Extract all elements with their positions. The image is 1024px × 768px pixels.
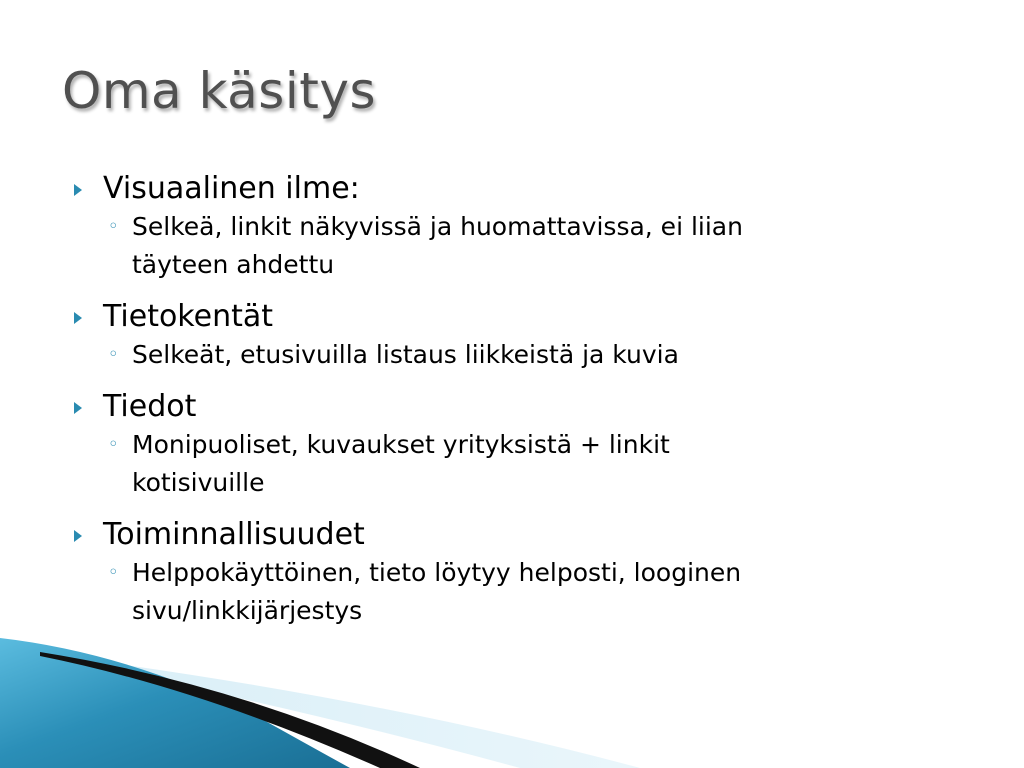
bullet-item <box>74 516 974 630</box>
bullet-label: Visuaalinen ilme: <box>103 171 360 206</box>
sub-bullet-text-line: Selkeät, etusivuilla listaus liikkeistä ja kuvia <box>132 340 679 369</box>
sub-bullet <box>108 336 974 374</box>
sub-bullet <box>108 208 974 284</box>
sub-bullet <box>108 554 974 630</box>
circle-outline-icon: ◦ <box>108 216 119 237</box>
circle-outline-icon: ◦ <box>108 344 119 365</box>
decorative-swoosh <box>0 638 1024 768</box>
triangle-right-icon <box>74 402 82 414</box>
bullet-label: Tietokentät <box>103 299 273 334</box>
circle-outline-icon: ◦ <box>108 434 119 455</box>
sub-bullet-text-line: Monipuoliset, kuvaukset yrityksistä + linkit <box>132 430 670 459</box>
sub-bullet-text-line: Selkeä, linkit näkyvissä ja huomattavissa, ei liian <box>132 212 743 241</box>
bullet-list <box>74 170 974 630</box>
triangle-right-icon <box>74 184 82 196</box>
bullet-level1 <box>74 298 974 336</box>
bullet-item <box>74 298 974 374</box>
triangle-right-icon <box>74 530 82 542</box>
circle-outline-icon: ◦ <box>108 562 119 583</box>
sub-bullet-text-line: sivu/linkkijärjestys <box>132 596 363 625</box>
sub-bullet-text-line: kotisivuille <box>132 468 265 497</box>
bullet-level1 <box>74 388 974 426</box>
bullet-item <box>74 388 974 502</box>
slide-title: Oma käsitys <box>62 62 376 120</box>
bullet-item <box>74 170 974 284</box>
sub-bullet <box>108 426 974 502</box>
bullet-label: Toiminnallisuudet <box>103 517 365 552</box>
bullet-level1 <box>74 516 974 554</box>
bullet-level1 <box>74 170 974 208</box>
triangle-right-icon <box>74 312 82 324</box>
sub-bullet-text-line: Helppokäyttöinen, tieto löytyy helposti, looginen <box>132 558 742 587</box>
sub-bullet-text-line: täyteen ahdettu <box>132 250 335 279</box>
bullet-label: Tiedot <box>103 389 197 424</box>
